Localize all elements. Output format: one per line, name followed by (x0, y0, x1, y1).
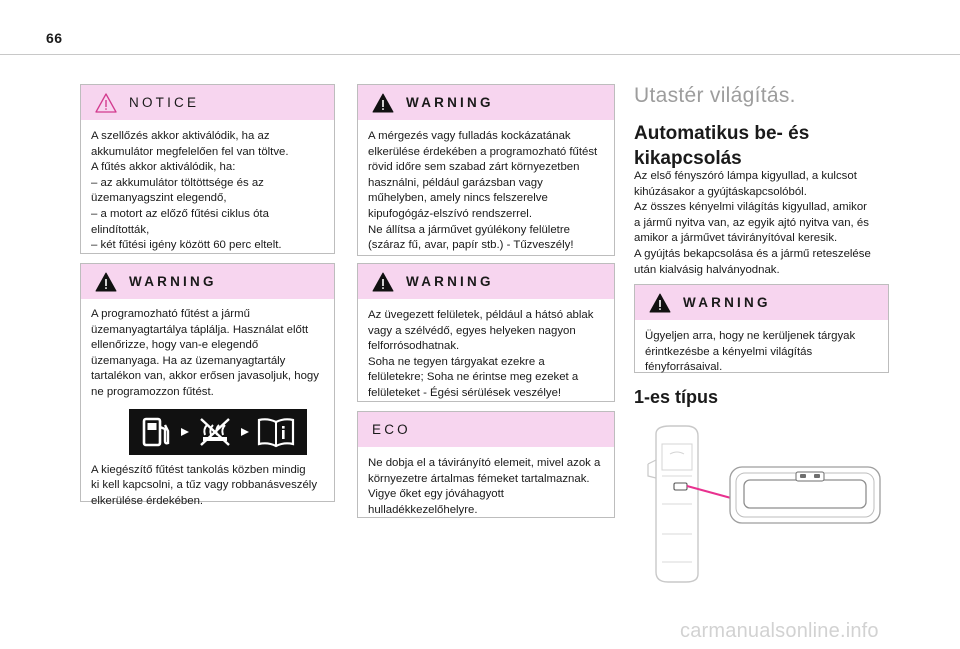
watermark: carmanualsonline.info (680, 620, 879, 642)
warning-title-glass: WARNING (406, 274, 494, 289)
warning-box-fuel (80, 263, 335, 507)
warning-body-glass (358, 299, 614, 410)
warning-text-refuel: A kiegészítő fűtést tankolás közben mindig ki kell kapcsolni, a tűz vagy robbanásveszély elkerülése érdekében. (91, 463, 318, 507)
warning-title-fuel: WARNING (129, 274, 217, 289)
warning-box-glass (357, 263, 615, 402)
warning-title-courtesy-light: WARNING (683, 295, 771, 310)
notice-header (81, 85, 334, 120)
warning-header-glass (358, 264, 614, 299)
arrow-icon (239, 426, 251, 438)
warning-body-fuel (81, 299, 334, 517)
warning-body-poisoning (358, 120, 614, 262)
top-rule (0, 54, 960, 55)
warning-filled-icon (95, 272, 117, 292)
warning-header-poisoning (358, 85, 614, 120)
eco-box (357, 411, 615, 518)
warning-body-courtesy-light (635, 320, 888, 384)
notice-text: A szellőzés akkor aktiválódik, ha az akkumulátor megfelelően fel van töltve. A fűtés akkor aktiválódik, ha: – az akkumulátor töltöttsége és az üzemanyagszint elegendő, – a motort az előző fűtési ciklus óta elindították, – két fűtési igény között 60 perc eltelt. (91, 130, 289, 252)
warning-header-fuel (81, 264, 334, 299)
warning-text-poisoning: A mérgezés vagy fulladás kockázatának elkerülése érdekében a programozható fűtést rövid időre sem szabad zárt környezetben használni, például garázsban vagy műhelyben, amely nincs felszerelve kipufogógáz-elszívó rendszerrel. Ne állítsa a járművet gyúlékony felületre (száraz fű, avar, papír stb.) - Tűzveszély! (368, 130, 598, 252)
type-heading: 1-es típus (634, 387, 719, 407)
eco-title: ECO (372, 422, 411, 437)
no-heating-icon (197, 415, 233, 449)
eco-body (358, 447, 614, 526)
warning-text-courtesy-light: Ügyeljen arra, hogy ne kerüljenek tárgyak érintkezésbe a kényelmi világítás fényforrásaival. (645, 330, 856, 374)
eco-text: Ne dobja el a távirányító elemeit, mivel azok a környezetre ártalmas fémeket tartalmaznak. Vigye őket egy jóváhagyott hulladékkezelőhelyre. (368, 457, 601, 516)
section-text: Az első fényszóró lámpa kigyullad, a kulcsot kihúzásakor a gyújtáskapcsolóból. Az összes kényelmi világítás kigyullad, amikor a jármű nyitva van, az egyik ajtó nyitva van, és amikor a járművet távirányítóval keresik. A gyújtás bekapcsolása és a jármű reteszelése után kialvásig halványodnak. (634, 170, 871, 276)
warning-filled-icon (372, 272, 394, 292)
notice-title: NOTICE (129, 95, 200, 110)
warning-text-fuel: A programozható fűtést a jármű üzemanyagtartálya táplálja. Használat előtt ellenőrizze, hogy van-e elegendő üzemanyaga. Ha az üzemanyagtartály tartalékon van, akkor erősen javasoljuk, hogy ne programozzon fűtést. (91, 308, 319, 398)
warning-title-poisoning: WARNING (406, 95, 494, 110)
warning-header-courtesy-light (635, 285, 888, 320)
manual-info-icon (256, 416, 296, 448)
fuel-pump-icon (140, 415, 174, 449)
warning-outline-icon (95, 93, 117, 113)
arrow-icon (179, 426, 191, 438)
notice-body (81, 120, 334, 262)
warning-filled-icon (649, 293, 671, 313)
warning-box-poisoning (357, 84, 615, 256)
warning-filled-icon (372, 93, 394, 113)
vehicle-courtesy-lamp-illustration (636, 424, 886, 584)
eco-header (358, 412, 614, 447)
section-title: Utastér világítás. (634, 84, 796, 107)
page-number: 66 (46, 30, 63, 46)
warning-text-glass: Az üvegezett felületek, például a hátsó ablak vagy a szélvédő, egyes helyeken nagyon felforrósodhatnak. Soha ne tegyen tárgyakat ezekre a felületekre; Soha ne érintse meg ezeket a felületeket - Égési sérülések veszélye! (368, 309, 594, 399)
section-subtitle: Automatikus be- és kikapcsolás (634, 123, 810, 169)
notice-box (80, 84, 335, 254)
fuel-heating-pictogram (129, 409, 307, 455)
warning-box-courtesy-light (634, 284, 889, 373)
